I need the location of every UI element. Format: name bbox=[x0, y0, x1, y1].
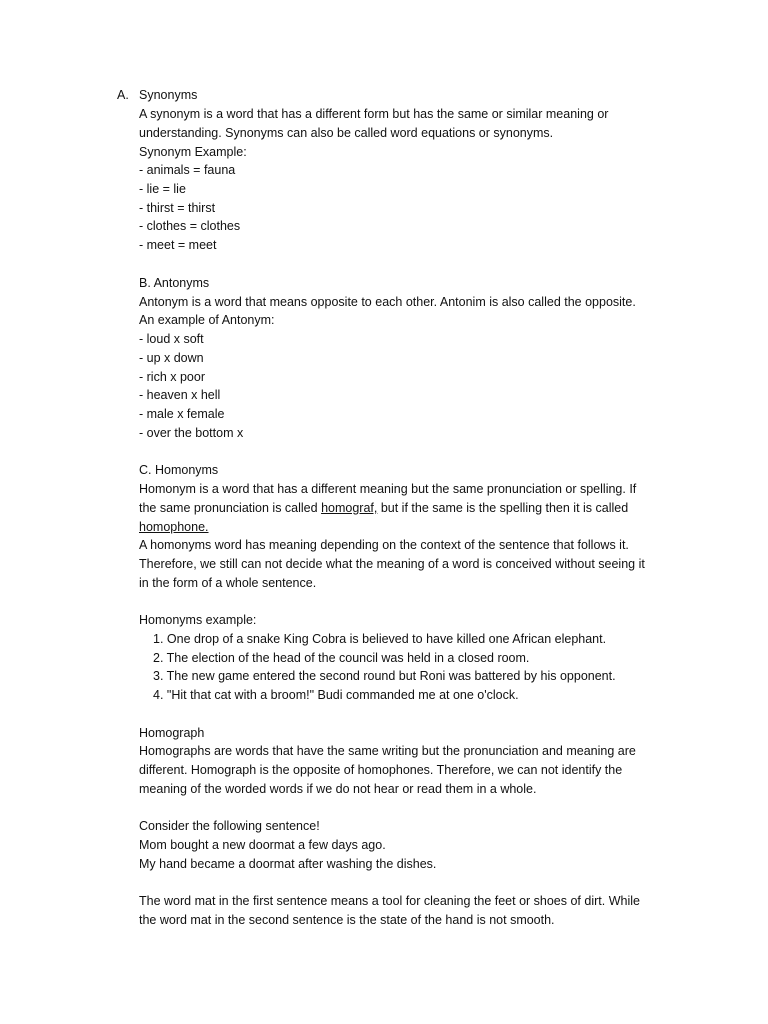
antonym-example: - heaven x hell bbox=[139, 388, 221, 402]
homograph-definition-line: Homographs are words that have the same writing but the pronunciation and meaning are bbox=[139, 744, 636, 758]
section-a-definition-line: understanding. Synonyms can also be called word equations or synonyms. bbox=[139, 126, 554, 140]
consider-prompt: Consider the following sentence! bbox=[139, 819, 320, 833]
antonym-example: - rich x poor bbox=[139, 370, 205, 384]
homonym-example: 4. "Hit that cat with a broom!" Budi commanded me at one o'clock. bbox=[153, 688, 519, 702]
section-a-example-label: Synonym Example: bbox=[139, 145, 247, 159]
antonym-example: - over the bottom x bbox=[139, 426, 244, 440]
definition-text: but if the same is the spelling then it is called bbox=[377, 501, 629, 515]
homonym-example: 3. The new game entered the second round but Roni was battered by his opponent. bbox=[153, 669, 616, 683]
homonyms-example-label: Homonyms example: bbox=[139, 613, 257, 627]
section-a-definition-line: A synonym is a word that has a different form but has the same or similar meaning or bbox=[139, 107, 609, 121]
synonym-example: - lie = lie bbox=[139, 182, 186, 196]
section-c-heading: C. Homonyms bbox=[139, 463, 219, 477]
section-c-context-line: Therefore, we still can not decide what the meaning of a word is conceived without seeing it bbox=[139, 557, 645, 571]
synonym-example: - animals = fauna bbox=[139, 163, 236, 177]
antonym-example: - up x down bbox=[139, 351, 204, 365]
antonym-example: - male x female bbox=[139, 407, 225, 421]
homograph-definition-line: meaning of the worded words if we do not hear or read them in a whole. bbox=[139, 782, 537, 796]
homonym-example: 1. One drop of a snake King Cobra is believed to have killed one African elephant. bbox=[153, 632, 607, 646]
section-b-heading: B. Antonyms bbox=[139, 276, 210, 290]
homograph-definition-line: different. Homograph is the opposite of homophones. Therefore, we can not identify the bbox=[139, 763, 623, 777]
section-b-example-label: An example of Antonym: bbox=[139, 313, 275, 327]
section-a-heading: Synonyms bbox=[139, 88, 198, 102]
explanation-line: the word mat in the second sentence is the state of the hand is not smooth. bbox=[139, 913, 555, 927]
example-sentence: Mom bought a new doormat a few days ago. bbox=[139, 838, 386, 852]
homophone-term: homophone. bbox=[139, 520, 209, 534]
synonym-example: - thirst = thirst bbox=[139, 201, 216, 215]
synonym-example: - clothes = clothes bbox=[139, 219, 241, 233]
example-sentence: My hand became a doormat after washing the dishes. bbox=[139, 857, 437, 871]
homonym-example: 2. The election of the head of the council was held in a closed room. bbox=[153, 651, 530, 665]
section-c-context-line: in the form of a whole sentence. bbox=[139, 576, 317, 590]
section-c-context-line: A homonyms word has meaning depending on the context of the sentence that follows it. bbox=[139, 538, 629, 552]
antonym-example: - loud x soft bbox=[139, 332, 204, 346]
explanation-line: The word mat in the first sentence means a tool for cleaning the feet or shoes of dirt. While bbox=[139, 894, 640, 908]
synonym-example: - meet = meet bbox=[139, 238, 217, 252]
section-c-definition-line: Homonym is a word that has a different meaning but the same pronunciation or spelling. If bbox=[139, 482, 637, 496]
section-c-definition-line bbox=[139, 499, 628, 517]
section-a-marker: A. bbox=[117, 88, 129, 102]
section-b-definition: Antonym is a word that means opposite to each other. Antonim is also called the opposite. bbox=[139, 295, 636, 309]
homograf-term: homograf, bbox=[321, 501, 378, 515]
definition-text: the same pronunciation is called bbox=[139, 501, 322, 515]
homograph-heading: Homograph bbox=[139, 726, 205, 740]
